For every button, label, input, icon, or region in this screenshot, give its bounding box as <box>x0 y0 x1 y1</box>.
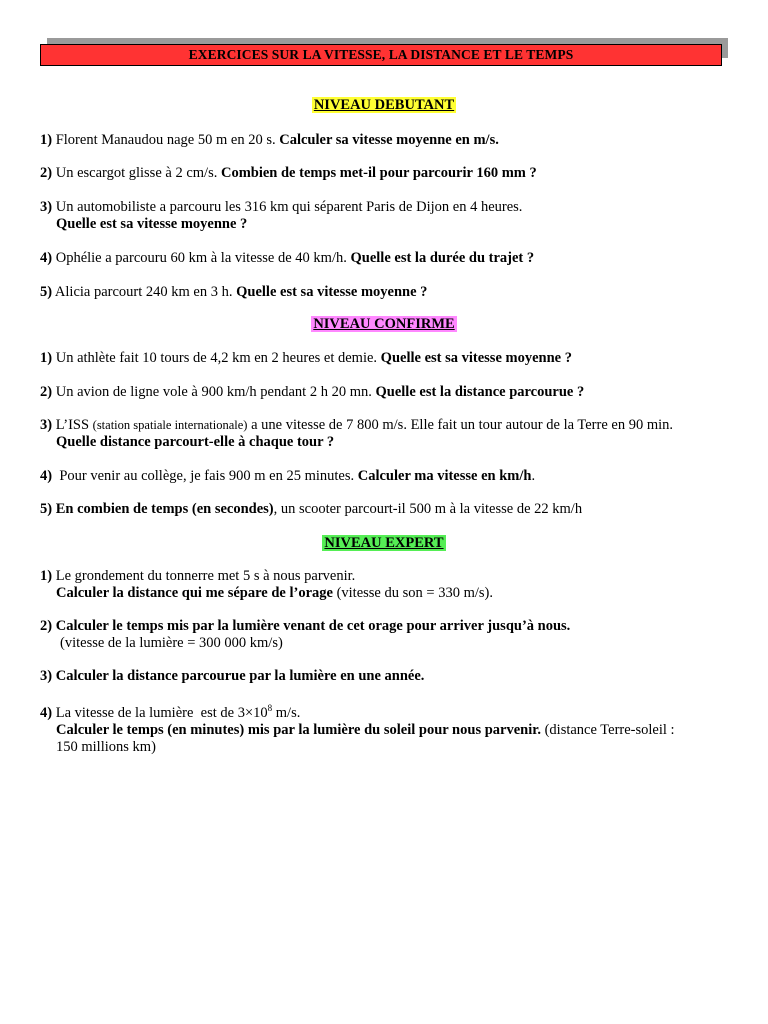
exercise-question: Quelle est sa vitesse moyenne ? <box>236 284 428 300</box>
exercise-text: Alicia parcourt 240 km en 3 h. <box>52 284 237 300</box>
exercise-text: (distance Terre-soleil : <box>540 722 675 738</box>
exercise-expert-4 <box>40 705 740 756</box>
exercise-text: Ophélie a parcouru 60 km à la vitesse de 40 km/h. <box>52 250 351 266</box>
exercise-text: Pour venir au collège, je fais 900 m en 25 minutes. <box>52 468 358 484</box>
exercise-question: Quelle est la durée du trajet ? <box>350 250 535 266</box>
exercise-confirme-2 <box>40 384 740 401</box>
exercise-question: Calculer ma vitesse en km/h <box>357 468 532 484</box>
exercise-number: 5) <box>40 284 53 300</box>
exercise-debutant-4 <box>40 250 740 267</box>
exercise-number: 3) <box>40 668 53 684</box>
exercise-text: Un automobiliste a parcouru les 316 km qui séparent Paris de Dijon en 4 heures. <box>52 199 523 215</box>
level-expert-label: NIVEAU EXPERT <box>324 535 444 551</box>
exercise-text: , un scooter parcourt-il 500 m à la vitesse de 22 km/h <box>273 501 583 517</box>
exercise-confirme-5 <box>40 501 740 518</box>
page-title: EXERCICES SUR LA VITESSE, LA DISTANCE ET LE TEMPS <box>40 44 722 66</box>
exercise-debutant-5 <box>40 284 740 301</box>
exercise-number: 3) <box>40 417 53 433</box>
exercise-text: (vitesse de la lumière = 300 000 km/s) <box>60 635 283 651</box>
exercise-confirme-1 <box>40 350 740 367</box>
exercise-question: Quelle est sa vitesse moyenne ? <box>56 216 248 232</box>
exercise-question: Calculer la distance qui me sépare de l’orage <box>56 585 333 601</box>
exercise-number: 1) <box>40 350 53 366</box>
exercise-text: Un escargot glisse à 2 cm/s. <box>52 165 221 181</box>
exercise-text: Florent Manaudou nage 50 m en 20 s. <box>52 132 280 148</box>
exercise-question: En combien de temps (en secondes) <box>52 501 274 517</box>
exercise-question: Combien de temps met-il pour parcourir 160 mm ? <box>220 165 537 181</box>
exercise-expert-2 <box>40 618 740 652</box>
exercise-question: Calculer la distance parcourue par la lumière en une année. <box>52 668 425 684</box>
exercise-number: 2) <box>40 618 53 634</box>
exercise-text: 150 millions km) <box>56 739 156 755</box>
exercise-text: a une vitesse de 7 800 m/s. Elle fait un tour autour de la Terre en 90 min. <box>247 417 674 433</box>
exercise-question: Calculer le temps mis par la lumière venant de cet orage pour arriver jusqu’à nous. <box>52 618 571 634</box>
exercise-number: 5) <box>40 501 53 517</box>
exercise-number: 2) <box>40 165 53 181</box>
exercise-text: Un athlète fait 10 tours de 4,2 km en 2 heures et demie. <box>52 350 381 366</box>
exercise-question: Calculer sa vitesse moyenne en m/s. <box>279 132 499 148</box>
exponent: 8 <box>267 703 273 713</box>
level-debutant-heading <box>0 97 768 114</box>
exercise-question: Quelle est la distance parcourue ? <box>375 384 585 400</box>
exercise-number: 4) <box>40 250 53 266</box>
exercise-expert-1 <box>40 568 740 602</box>
exercise-text: Un avion de ligne vole à 900 km/h pendant 2 h 20 mn. <box>52 384 376 400</box>
exercise-confirme-4 <box>40 468 740 485</box>
exercise-text: m/s. <box>272 705 301 721</box>
level-debutant-label: NIVEAU DEBUTANT <box>313 97 455 113</box>
level-expert-heading <box>0 535 768 552</box>
exercise-question: Quelle est sa vitesse moyenne ? <box>380 350 572 366</box>
exercise-number: 1) <box>40 132 53 148</box>
exercise-text: L’ISS <box>52 417 93 433</box>
exercise-expert-3 <box>40 668 740 685</box>
exercise-question: Calculer le temps (en minutes) mis par la lumière du soleil pour nous parvenir. <box>56 722 541 738</box>
exercise-number: 3) <box>40 199 53 215</box>
level-confirme-heading <box>0 316 768 333</box>
exercise-confirme-3 <box>40 417 740 451</box>
level-confirme-label: NIVEAU CONFIRME <box>313 316 455 332</box>
exercise-debutant-2 <box>40 165 740 182</box>
exercise-number: 4) <box>40 468 53 484</box>
exercise-debutant-3 <box>40 199 740 233</box>
exercise-number: 2) <box>40 384 53 400</box>
exercise-question: Quelle distance parcourt-elle à chaque tour ? <box>56 434 335 450</box>
exercise-end: . <box>531 468 536 484</box>
exercise-number: 1) <box>40 568 53 584</box>
exercise-debutant-1 <box>40 132 740 149</box>
exercise-number: 4) <box>40 705 53 721</box>
exercise-text: (vitesse du son = 330 m/s). <box>332 585 493 601</box>
exercise-text: Le grondement du tonnerre met 5 s à nous parvenir. <box>52 568 356 584</box>
exercise-text-small: (station spatiale internationale) <box>92 418 248 432</box>
exercise-text: La vitesse de la lumière est de 3×10 <box>52 705 268 721</box>
